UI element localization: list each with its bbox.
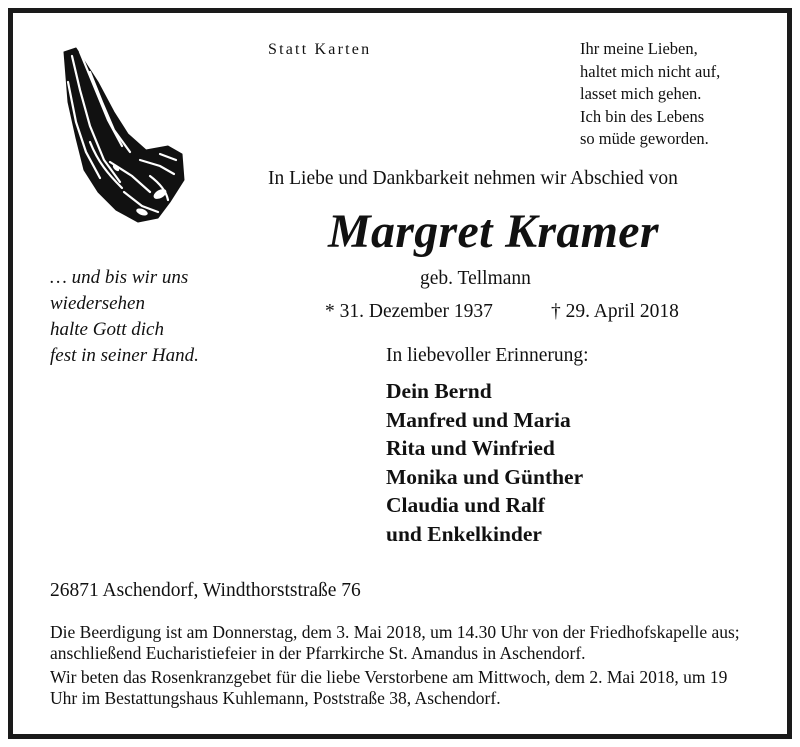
poem-line: haltet mich nicht auf, xyxy=(580,61,721,81)
verse-line: halte Gott dich xyxy=(50,319,164,340)
family-member: und Enkelkinder xyxy=(386,521,542,546)
family-member: Manfred und Maria xyxy=(386,407,571,432)
family-list xyxy=(386,377,583,549)
verse-line: fest in seiner Hand. xyxy=(50,345,199,366)
poem-line: so müde geworden. xyxy=(580,129,709,148)
funeral-info xyxy=(50,622,752,712)
poem-line: lasset mich gehen. xyxy=(580,84,702,103)
intro-text: In Liebe und Dankbarkeit nehmen wir Abschied von xyxy=(268,168,678,189)
address: 26871 Aschendorf, Windthorststraße 76 xyxy=(50,580,361,601)
deceased-name: Margret Kramer xyxy=(328,205,659,258)
header-label: Statt Karten xyxy=(268,41,372,58)
family-member: Monika und Günther xyxy=(386,464,584,489)
family-member: Dein Bernd xyxy=(386,379,492,403)
family-member: Rita und Winfried xyxy=(386,436,555,461)
funeral-paragraph: Die Beerdigung ist am Donnerstag, dem 3. Mai 2018, um 14.30 Uhr von der Friedhofskapelle aus; anschließend Eucharistiefeier in der Pfarrkirche St. Amandus in Aschendorf. xyxy=(50,622,740,663)
poem-line: Ihr meine Lieben, xyxy=(580,39,698,58)
verse-line: wiedersehen xyxy=(50,293,145,314)
verse-left xyxy=(50,265,199,369)
poem-line: Ich bin des Lebens xyxy=(580,106,705,126)
verse-line: … und bis wir uns xyxy=(50,267,189,288)
birth-date: * 31. Dezember 1937 xyxy=(325,301,493,322)
praying-hands-icon xyxy=(50,42,190,227)
funeral-paragraph: Wir beten das Rosenkranzgebet für die liebe Verstorbene am Mittwoch, dem 2. Mai 2018, um 19 Uhr im Bestattungshaus Kuhlemann, Poststraße 38, Aschendorf. xyxy=(50,667,728,708)
born-name: geb. Tellmann xyxy=(420,268,531,289)
memory-label: In liebevoller Erinnerung: xyxy=(386,345,589,366)
family-member: Claudia und Ralf xyxy=(386,493,545,518)
poem-right xyxy=(580,38,720,151)
death-date: † 29. April 2018 xyxy=(551,301,679,322)
